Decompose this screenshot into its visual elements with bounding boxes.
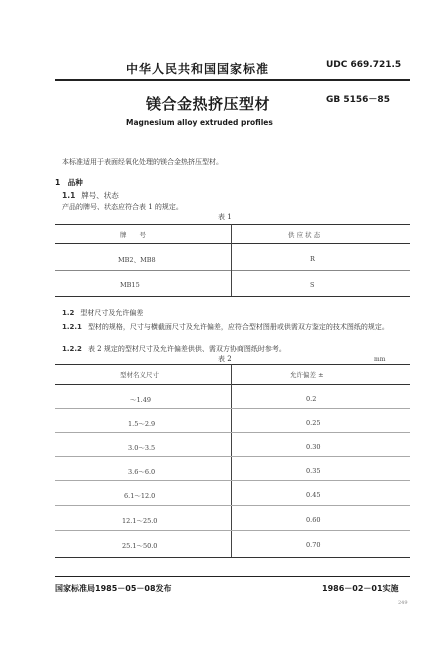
table-2-row-rule [55,456,410,457]
section-1-2 [62,308,143,318]
udc-code: UDC 669.721.5 [326,60,402,70]
header-rule [55,79,410,81]
table-2-row-rule [55,432,410,433]
section-1-2-2 [62,344,286,354]
table-1-cell: R [310,255,315,263]
section-1-2-2-body: 表 2 规定的型材尺寸及允许偏差供供、需双方协商图纸时参考。 [87,345,286,353]
section-1-2-title: 型材尺寸及允许偏差 [80,309,144,317]
national-standard-heading: 中华人民共和国国家标准 [126,62,270,76]
table-2-cell: 3.6～6.0 [128,468,156,476]
section-1-2-1-number: 1.2.1 [62,323,82,331]
table-2-cell: 0.35 [306,467,321,475]
table-1-caption: 表 1 [218,213,232,221]
intro-paragraph: 本标准适用于表面经氧化处理的镁合金热挤压型材。 [62,158,223,166]
table-2-cell: 1.5～2.9 [128,420,156,428]
table-2-caption: 表 2 [218,355,232,363]
table-1-row-rule [55,270,410,271]
section-1-1 [62,190,119,201]
footer-rule [55,576,410,577]
table-2-header-rule [55,384,410,385]
table-2-top-rule [55,364,410,365]
table-1-bottom-rule [55,296,410,297]
table-2-cell: 12.1～25.0 [122,517,158,525]
table-1-column-divider [231,224,232,296]
section-1-heading: 1 品种 [55,178,83,187]
table-2-bottom-rule [55,557,410,558]
gb-number: GB 5156－85 [326,95,390,105]
table-2-cell: 0.2 [306,395,317,403]
table-2-cell: 0.25 [306,419,321,427]
table-2-cell: 0.70 [306,541,321,549]
table-2-column-divider [231,364,232,557]
table-1-cell: MB2、MB8 [118,256,156,264]
section-1-1-number: 1.1 [62,191,76,200]
section-1-1-body: 产品的牌号、状态应符合表 1 的规定。 [62,203,183,211]
section-1-2-number: 1.2 [62,309,75,317]
section-1-2-2-number: 1.2.2 [62,345,82,353]
table-1-header-grade: 牌 号 [120,231,146,239]
issue-date: 国家标准局1985－05－08发布 [55,584,172,593]
english-title: Magnesium alloy extruded profiles [126,118,273,127]
table-2-cell: 3.0～3.5 [128,444,156,452]
document-title: 镁合金热挤压型材 [146,95,271,113]
section-1-1-title: 牌号、状态 [81,191,119,200]
effective-date: 1986－02－01实施 [322,584,399,593]
table-2-cell: 0.30 [306,443,321,451]
table-1-header-temper: 供 应 状 态 [288,231,321,239]
table-1-top-rule [55,224,410,225]
table-2-header-size: 型材名义尺寸 [120,371,159,379]
table-2-cell: 6.1～12.0 [124,492,156,500]
table-1-cell: MB15 [120,281,140,289]
table-2-row-rule [55,530,410,531]
table-2-header-tolerance: 允许偏差 ± [290,371,324,379]
table-2-cell: 25.1～50.0 [122,542,158,550]
table-1-header-rule [55,243,410,244]
table-2-cell: ～1.49 [130,396,151,404]
section-1-2-1 [62,322,412,333]
page-number: 249 [398,600,408,606]
table-2-unit: mm [374,356,386,363]
table-2-row-rule [55,505,410,506]
section-1-2-1-body: 型材的规格，尺寸与横截面尺寸及允许偏差，应符合型材图册或供需双方鉴定的技术图纸的规定。 [87,323,389,331]
table-1-cell: S [310,281,315,289]
table-2-row-rule [55,408,410,409]
table-2-cell: 0.45 [306,491,321,499]
table-2-row-rule [55,480,410,481]
table-2-cell: 0.60 [306,516,321,524]
